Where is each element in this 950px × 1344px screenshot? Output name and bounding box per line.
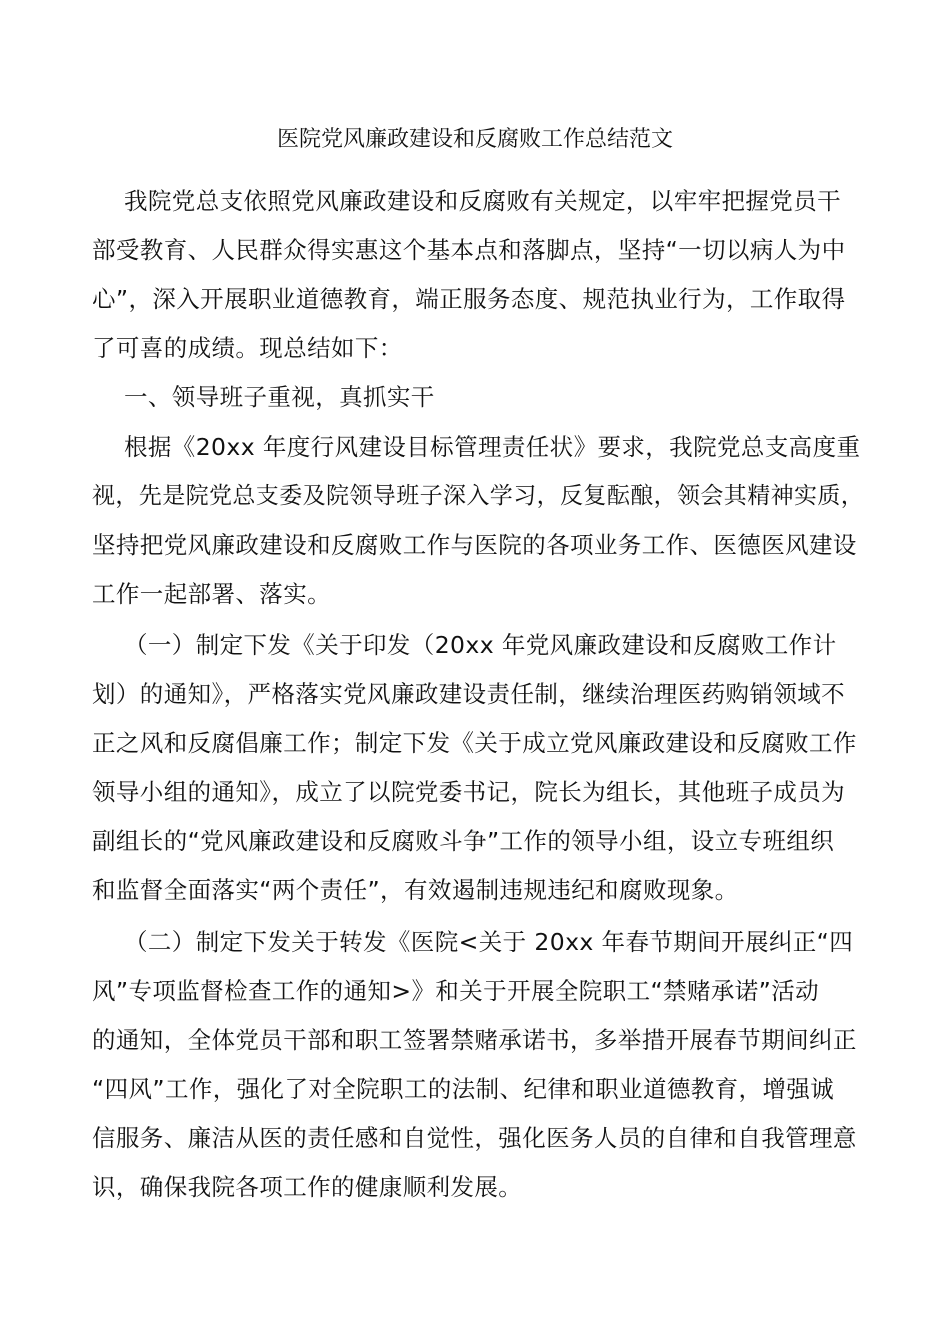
- paragraph-line: 视，先是院党总支委及院领导班子深入学习，反复酝酿，领会其精神实质，: [92, 483, 865, 509]
- paragraph-line: 领导小组的通知》，成立了以院党委书记，院长为组长，其他班子成员为: [92, 778, 846, 806]
- paragraph-line: 和监督全面落实“两个责任”，有效遏制违规违纪和腐败现象。: [92, 876, 739, 904]
- document-title: 医院党风廉政建设和反腐败工作总结范文: [276, 127, 673, 152]
- paragraph-line: 信服务、廉洁从医的责任感和自觉性，强化医务人员的自律和自我管理意: [92, 1124, 857, 1152]
- paragraph-line: 的通知，全体党员干部和职工签署禁赌承诺书，多举措开展春节期间纠正: [92, 1026, 857, 1054]
- paragraph-line: 工作一起部署、落实。: [92, 580, 331, 608]
- paragraph-line: 识，确保我院各项工作的健康顺利发展。: [92, 1173, 523, 1201]
- paragraph-line: 了可喜的成绩。现总结如下：: [92, 334, 403, 362]
- paragraph-line: 我院党总支依照党风廉政建设和反腐败有关规定，以牢牢把握党员干: [124, 187, 841, 215]
- paragraph-line: 坚持把党风廉政建设和反腐败工作与医院的各项业务工作、医德医风建设: [92, 531, 857, 559]
- paragraph-line: 心”，深入开展职业道德教育，端正服务态度、规范执业行为，工作取得: [92, 285, 846, 313]
- paragraph-line: 根据《20xx 年度行风建设目标管理责任状》要求，我院党总支高度重: [124, 433, 861, 461]
- paragraph-line: 正之风和反腐倡廉工作；制定下发《关于成立党风廉政建设和反腐败工作: [92, 729, 857, 757]
- paragraph-line: 副组长的“党风廉政建设和反腐败斗争”工作的领导小组，设立专班组织: [92, 827, 835, 855]
- paragraph-line: 划）的通知》，严格落实党风廉政建设责任制，继续治理医药购销领域不: [92, 680, 846, 708]
- paragraph-line: 风”专项监督检查工作的通知>》和关于开展全院职工“禁赌承诺”活动: [92, 977, 820, 1005]
- paragraph-line: （一）制定下发《关于印发（20xx 年党风廉政建设和反腐败工作计: [124, 631, 837, 659]
- paragraph-line: “四风”工作，强化了对全院职工的法制、纪律和职业道德教育，增强诚: [92, 1075, 835, 1103]
- section-heading: 一、领导班子重视，真抓实干: [124, 383, 435, 411]
- paragraph-line: 部受教育、人民群众得实惠这个基本点和落脚点，坚持“一切以病人为中: [92, 236, 846, 264]
- paragraph-line: （二）制定下发关于转发《医院<关于 20xx 年春节期间开展纠正“四: [124, 928, 854, 956]
